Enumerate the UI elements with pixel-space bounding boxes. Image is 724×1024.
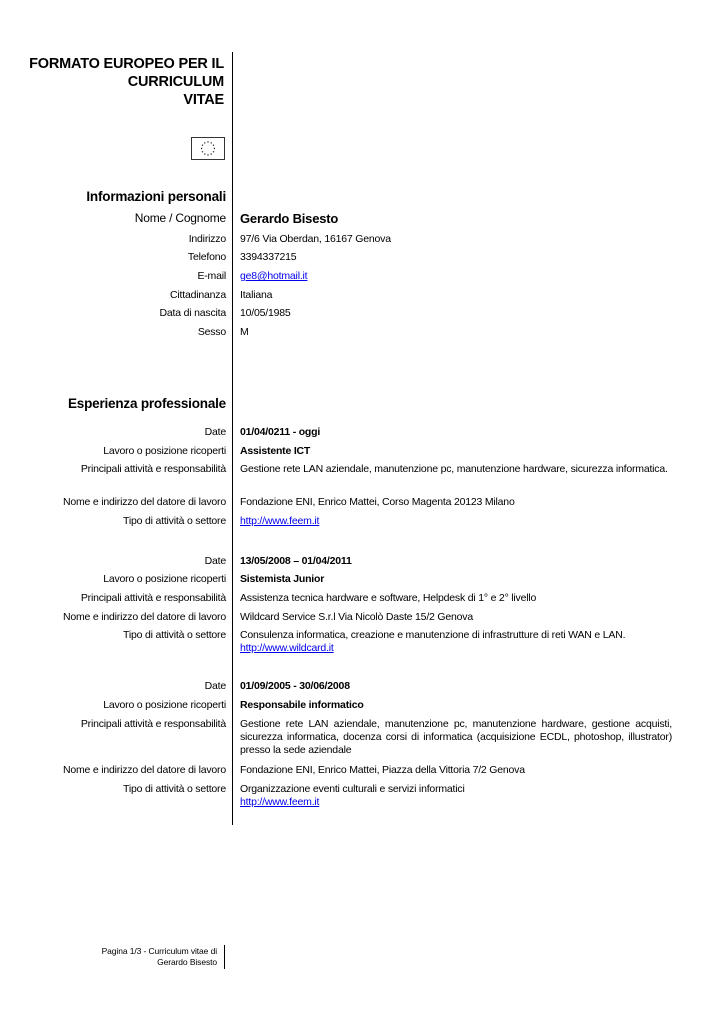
field-label: Telefono <box>187 251 226 263</box>
field-label: Lavoro o posizione ricoperti <box>103 445 226 457</box>
job-employer: Fondazione ENI, Enrico Mattei, Piazza della Vittoria 7/2 Genova <box>240 764 525 776</box>
website-link[interactable]: http://www.feem.it <box>240 796 320 808</box>
job-position: Responsabile informatico <box>240 699 364 711</box>
sex-value: M <box>240 326 249 338</box>
title-line: VITAE <box>183 92 224 108</box>
footer-line: Pagina 1/3 - Curriculum vitae di <box>101 946 217 956</box>
page-footer <box>60 946 217 968</box>
email-link[interactable]: ge8@hotmail.it <box>240 270 308 282</box>
phone-value: 3394337215 <box>240 251 297 263</box>
field-label: Date <box>204 426 226 438</box>
job-employer: Fondazione ENI, Enrico Mattei, Corso Magenta 20123 Milano <box>240 496 515 508</box>
field-label: Tipo di attività o settore <box>123 515 226 527</box>
job-activities: Assistenza tecnica hardware e software, Helpdesk di 1° e 2° livello <box>240 592 537 604</box>
website-link[interactable]: http://www.feem.it <box>240 515 320 527</box>
job-position: Sistemista Junior <box>240 573 325 585</box>
field-label: Data di nascita <box>159 307 226 319</box>
field-label: Indirizzo <box>188 233 226 245</box>
eu-flag-icon <box>191 137 225 160</box>
job-date: 01/09/2005 - 30/06/2008 <box>240 680 350 692</box>
field-label: Tipo di attività o settore <box>123 783 226 795</box>
column-divider <box>232 52 233 825</box>
citizenship-value: Italiana <box>240 289 273 301</box>
field-label: Lavoro o posizione ricoperti <box>103 699 226 711</box>
field-label: Date <box>204 680 226 692</box>
field-label: Tipo di attività o settore <box>123 629 226 641</box>
field-label: Nome e indirizzo del datore di lavoro <box>62 611 226 623</box>
job-position: Assistente ICT <box>240 445 311 457</box>
full-name: Gerardo Bisesto <box>240 211 339 226</box>
title-line: CURRICULUM <box>127 74 224 90</box>
field-label: Date <box>204 555 226 567</box>
field-label: Cittadinanza <box>170 289 226 301</box>
job-date: 01/04/0211 - oggi <box>240 426 321 438</box>
field-label: Principali attività e responsabilità <box>80 592 226 604</box>
field-label: Principali attività e responsabilità <box>80 463 226 475</box>
job-date: 13/05/2008 – 01/04/2011 <box>240 555 352 567</box>
section-title: Informazioni personali <box>86 189 226 204</box>
job-employer: Wildcard Service S.r.l Via Nicolò Daste 15/2 Genova <box>240 611 473 623</box>
field-label: E-mail <box>197 270 226 282</box>
field-label: Sesso <box>197 326 226 338</box>
field-label: Lavoro o posizione ricoperti <box>103 573 226 585</box>
document-title <box>4 55 224 109</box>
website-link[interactable]: http://www.wildcard.it <box>240 642 334 654</box>
job-activities: Gestione rete LAN aziendale, manutenzione pc, manutenzione hardware, gestione acquisti, sicurezza informatica, docenza corsi di informatica (acquisizione ECDL, photoshop, illustrator) presso la sede aziendale <box>240 718 672 756</box>
job-activities: Gestione rete LAN aziendale, manutenzione pc, manutenzione hardware, sicurezza informatica. <box>240 463 668 475</box>
field-label: Nome / Cognome <box>134 211 226 225</box>
field-label: Nome e indirizzo del datore di lavoro <box>62 764 226 776</box>
job-sector: Organizzazione eventi culturali e servizi informatici <box>240 783 465 795</box>
birthdate-value: 10/05/1985 <box>240 307 291 319</box>
address-value: 97/6 Via Oberdan, 16167 Genova <box>240 233 391 245</box>
section-title: Esperienza professionale <box>67 396 226 411</box>
footer-divider <box>224 945 225 969</box>
job-sector: Consulenza informatica, creazione e manutenzione di infrastrutture di reti WAN e LAN. <box>240 629 626 641</box>
field-label: Principali attività e responsabilità <box>80 718 226 730</box>
title-line: FORMATO EUROPEO PER IL <box>29 56 224 72</box>
footer-line: Gerardo Bisesto <box>157 957 217 967</box>
field-label: Nome e indirizzo del datore di lavoro <box>62 496 226 508</box>
